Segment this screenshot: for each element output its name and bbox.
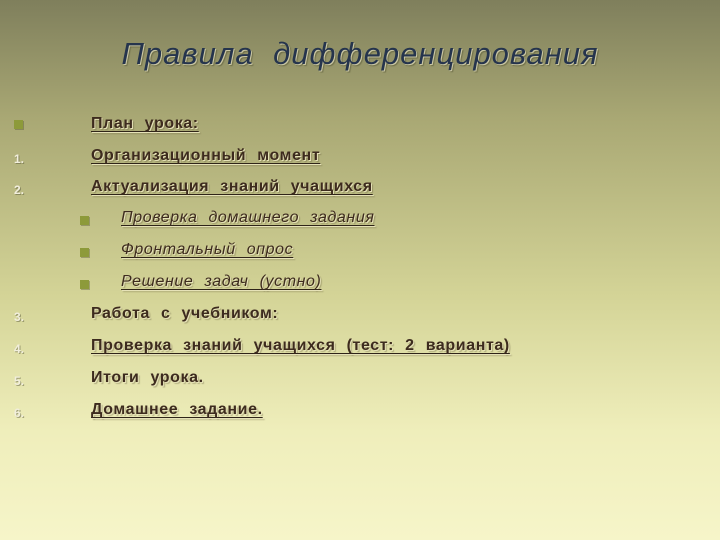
list-number: 6. [14,406,25,420]
list-number: 2. [14,183,25,197]
square-bullet-icon [80,248,89,257]
list-item-text: Актуализация знаний учащихся [91,178,373,195]
list-item-text: Работа с учебником: [91,305,279,322]
list-number: 3. [14,310,25,324]
list-item-1 [0,147,720,175]
list-item-text: Проверка домашнего задания [121,209,375,226]
list-item-5 [0,369,720,397]
list-item-text: Решение задач (устно) [121,273,322,290]
list-item-2 [0,178,720,206]
list-item-6 [0,401,720,429]
list-item-text: Домашнее задание. [91,401,263,418]
square-bullet-icon [80,216,89,225]
sub-item-survey [0,241,720,269]
list-item-3 [0,305,720,333]
list-item-text: Организационный момент [91,147,321,164]
list-number: 5. [14,374,25,388]
list-item-text: Итоги урока. [91,369,204,386]
list-item-4 [0,337,720,365]
sub-item-problems [0,273,720,301]
sub-item-homework [0,209,720,237]
list-item-text: Фронтальный опрос [121,241,294,258]
list-number: 1. [14,152,25,166]
list-item-text: Проверка знаний учащихся (тест: 2 варианта) [91,337,510,354]
list-item-plan [0,115,720,143]
list-item-text: План урока: [91,115,199,132]
slide-title: Правила дифференцирования [121,36,599,71]
square-bullet-icon [80,280,89,289]
square-bullet-icon [14,120,23,129]
list-number: 4. [14,342,25,356]
